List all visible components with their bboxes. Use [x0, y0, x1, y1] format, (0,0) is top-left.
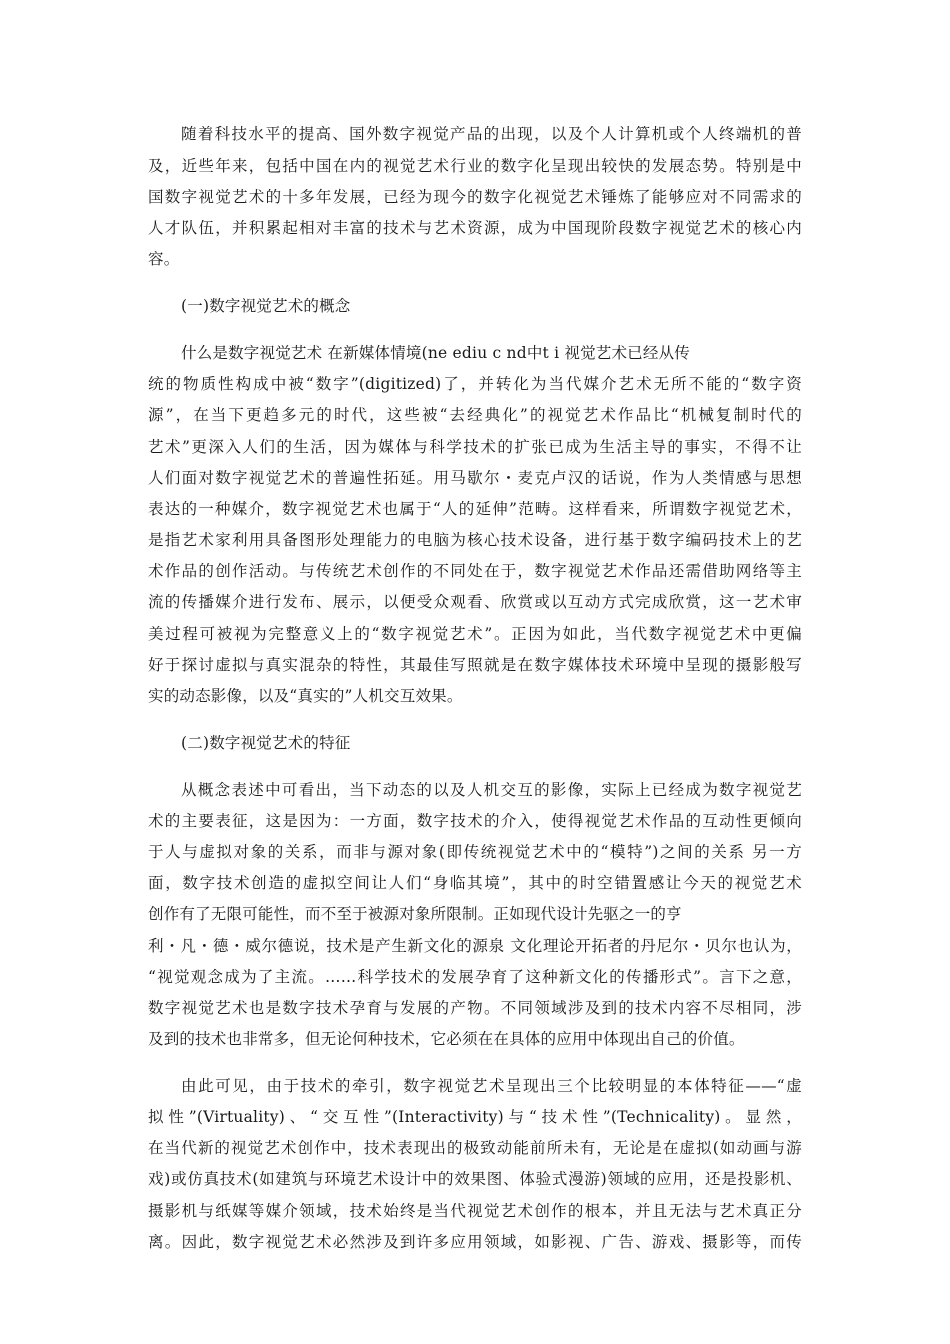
text-line: 摄影机与纸媒等媒介领域，技术始终是当代视觉艺术创作的根本，并且无法与艺术真正分 [148, 1202, 802, 1220]
text-line: 源”，在当下更趋多元的时代，这些被“去经典化”的视觉艺术作品比“机械复制时代的 [148, 406, 802, 424]
text-line: 容。 [148, 250, 180, 268]
text-line: 术的主要表征，这是因为：一方面，数字技术的介入，使得视觉艺术作品的互动性更倾向 [148, 812, 802, 830]
text-line: 面，数字技术创造的虚拟空间让人们“身临其境”，其中的时空错置感让今天的视觉艺术 [148, 874, 802, 892]
text-line: 术作品的创作活动。与传统艺术创作的不同处在于，数字视觉艺术作品还需借助网络等主 [148, 562, 802, 580]
text-line: 人们面对数字视觉艺术的普遍性拓延。用马歇尔・麦克卢汉的话说，作为人类情感与思想 [148, 469, 802, 487]
text-line: 美过程可被视为完整意义上的“数字视觉艺术”。正因为如此，当代数字视觉艺术中更偏 [148, 625, 802, 643]
text-line: 艺术”更深入人们的生活，因为媒体与科学技术的扩张已成为生活主导的事实，不得不让 [148, 438, 802, 456]
text-line: 利・凡・德・威尔德说，技术是产生新文化的源泉 文化理论开拓者的丹尼尔・贝尔也认为， [148, 937, 802, 955]
text-line: 流的传播媒介进行发布、展示，以便受众观看、欣赏或以互动方式完成欣赏，这一艺术审 [148, 593, 802, 611]
text-line: 戏)或仿真技术(如建筑与环境艺术设计中的效果图、体验式漫游)领域的应用，还是投影机、 [148, 1170, 802, 1188]
text-line: 好于探讨虚拟与真实混杂的特性，其最佳写照就是在数字媒体技术环境中呈现的摄影般写 [148, 656, 802, 674]
text-line: 由此可见，由于技术的牵引，数字视觉艺术呈现出三个比较明显的本体特征——“虚 [181, 1077, 802, 1095]
text-line: 离。因此，数字视觉艺术必然涉及到许多应用领域，如影视、广告、游戏、摄影等，而传 [148, 1233, 802, 1251]
text-line: 随着科技水平的提高、国外数字视觉产品的出现，以及个人计算机或个人终端机的普 [181, 125, 802, 143]
text-line: 国数字视觉艺术的十多年发展，已经为现今的数字化视觉艺术锤炼了能够应对不同需求的 [148, 188, 802, 206]
text-line: 及，近些年来，包括中国在内的视觉艺术行业的数字化呈现出较快的发展态势。特别是中 [148, 157, 802, 175]
text-line: 在当代新的视觉艺术创作中，技术表现出的极致动能前所未有，无论是在虚拟(如动画与游 [148, 1139, 802, 1157]
text-line: 数字视觉艺术也是数字技术孕育与发展的产物。不同领域涉及到的技术内容不尽相同，涉 [148, 999, 802, 1017]
text-line: 拟性”(Virtuality)、“交互性”(Interactivity)与“技术性”(Technicality)。显然， [148, 1108, 802, 1126]
section-heading: (二)数字视觉艺术的特征 [181, 734, 351, 752]
text-line: 从概念表述中可看出，当下动态的以及人机交互的影像，实际上已经成为数字视觉艺 [181, 781, 802, 799]
text-line: 表达的一种媒介，数字视觉艺术也属于“人的延伸”范畴。这样看来，所谓数字视觉艺术， [148, 500, 802, 518]
text-line: 统的物质性构成中被“数字”(digitized)了，并转化为当代媒介艺术无所不能的“数字资 [148, 375, 802, 393]
text-line: 创作有了无限可能性，而不至于被源对象所限制。正如现代设计先驱之一的亨 [148, 905, 682, 923]
text-line: 人才队伍，并积累起相对丰富的技术与艺术资源，成为中国现阶段数字视觉艺术的核心内 [148, 219, 802, 237]
text-line: 实的动态影像，以及“真实的”人机交互效果。 [148, 687, 463, 705]
text-line: “视觉观念成为了主流。……科学技术的发展孕育了这种新文化的传播形式”。言下之意， [148, 968, 802, 986]
section-heading: (一)数字视觉艺术的概念 [181, 297, 351, 315]
text-line: 什么是数字视觉艺术 在新媒体情境(ne ediu c nd中t i 视觉艺术已经从传 [181, 344, 690, 362]
text-line: 及到的技术也非常多，但无论何种技术，它必须在在具体的应用中体现出自己的价值。 [148, 1030, 745, 1048]
text-line: 是指艺术家利用具备图形处理能力的电脑为核心技术设备，进行基于数字编码技术上的艺 [148, 531, 802, 549]
text-line: 于人与虚拟对象的关系，而非与源对象(即传统视觉艺术中的“模特”)之间的关系 另一方 [148, 843, 802, 861]
